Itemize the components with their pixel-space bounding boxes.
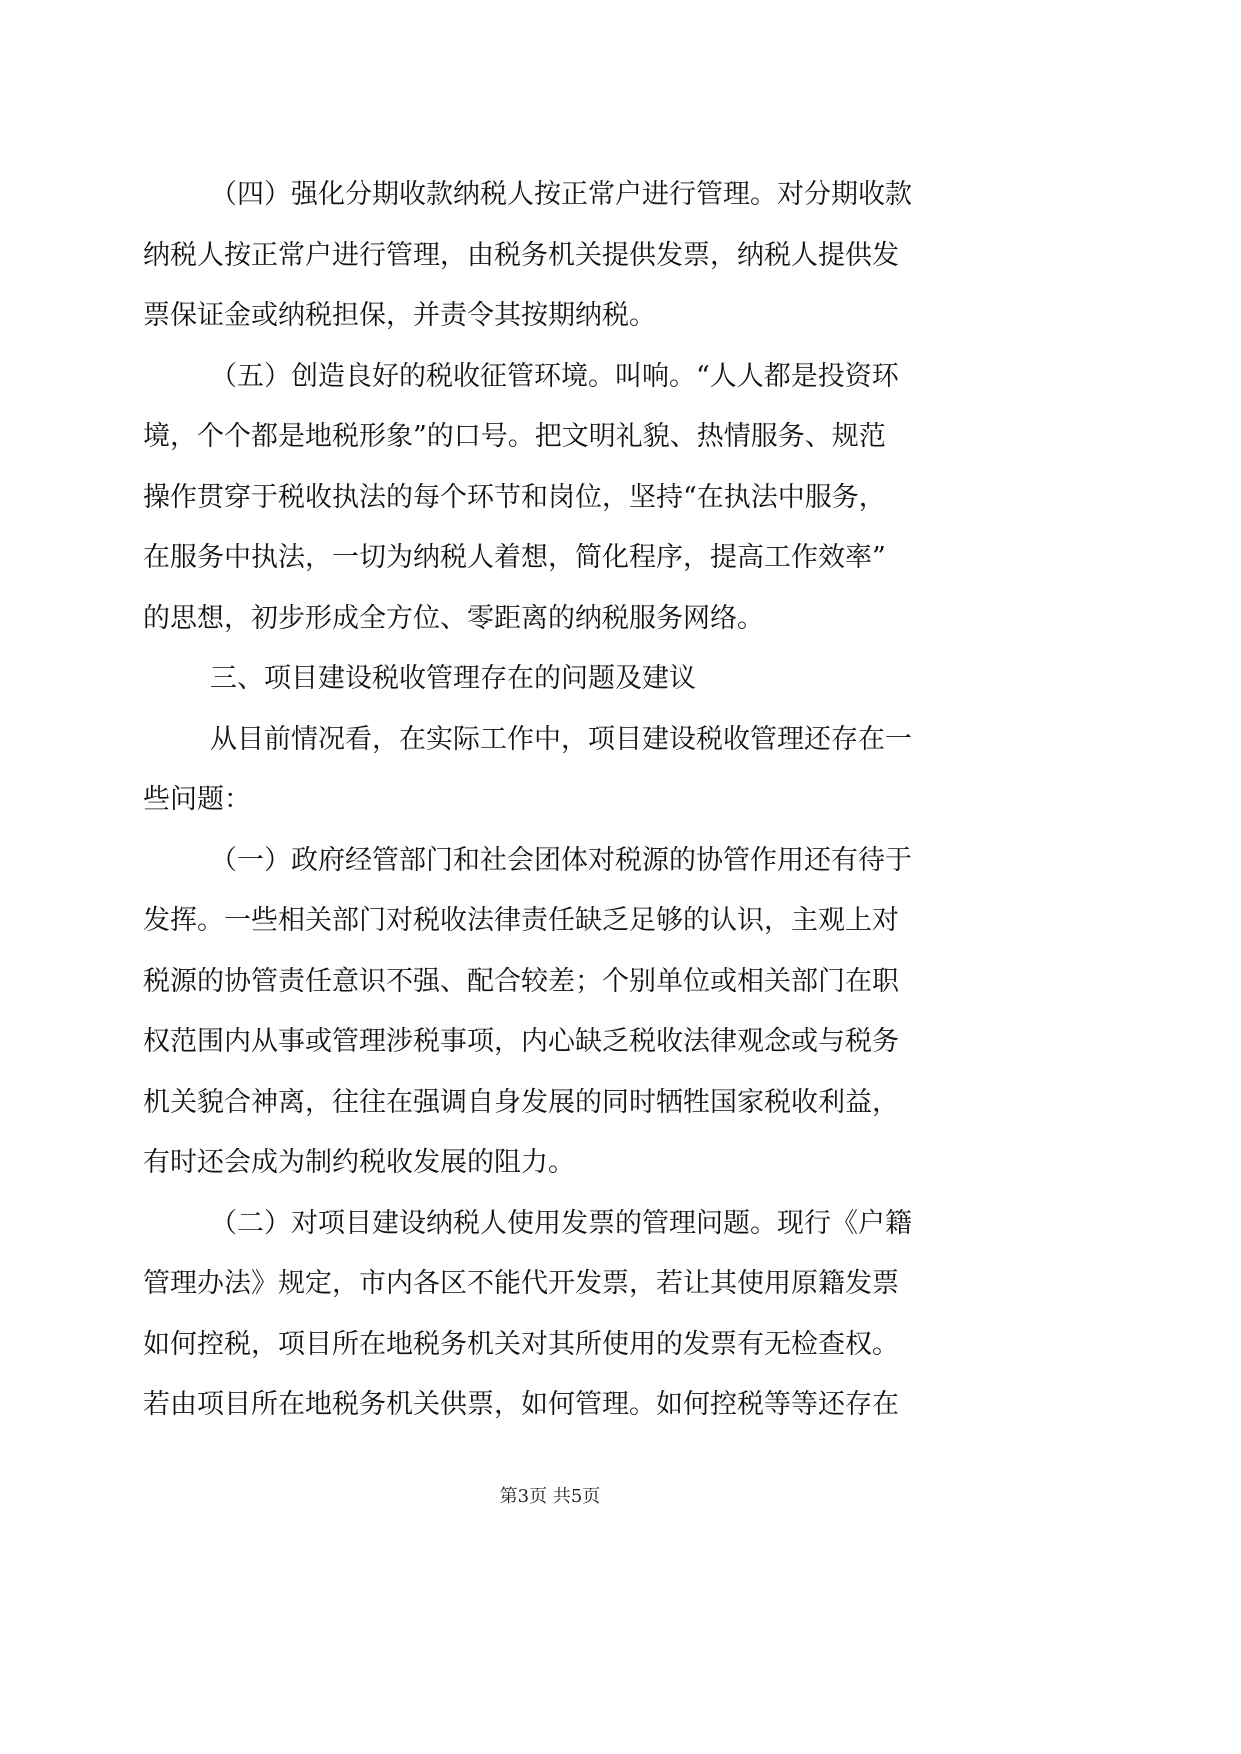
text-line: 如何控税，项目所在地税务机关对其所使用的发票有无检查权。 (143, 1329, 899, 1360)
text-line: 税源的协管责任意识不强、配合较差；个别单位或相关部门在职 (143, 966, 899, 997)
text-line: （四）强化分期收款纳税人按正常户进行管理。对分期收款 (210, 179, 912, 210)
section-heading: 三、项目建设税收管理存在的问题及建议 (210, 663, 696, 694)
text-line: 机关貌合神离，往往在强调自身发展的同时牺牲国家税收利益， (143, 1087, 899, 1118)
text-line: 管理办法》规定，市内各区不能代开发票，若让其使用原籍发票 (143, 1268, 899, 1299)
text-line: 从目前情况看，在实际工作中，项目建设税收管理还存在一 (210, 724, 912, 755)
text-line: 些问题： (143, 784, 251, 815)
text-line: （二）对项目建设纳税人使用发票的管理问题。现行《户籍 (210, 1208, 912, 1239)
text-line: 票保证金或纳税担保，并责令其按期纳税。 (143, 300, 656, 331)
text-line: 在服务中执法，一切为纳税人着想，简化程序，提高工作效率” (143, 542, 886, 573)
text-line: 有时还会成为制约税收发展的阻力。 (143, 1147, 575, 1178)
text-line: 发挥。一些相关部门对税收法律责任缺乏足够的认识，主观上对 (143, 905, 899, 936)
text-line: 境，个个都是地税形象”的口号。把文明礼貌、热情服务、规范 (143, 421, 886, 452)
text-line: （一）政府经管部门和社会团体对税源的协管作用还有待于 (210, 845, 912, 876)
text-line: 的思想，初步形成全方位、零距离的纳税服务网络。 (143, 603, 764, 634)
text-line: 操作贯穿于税收执法的每个环节和岗位，坚持“在执法中服务， (143, 482, 886, 513)
text-line: 纳税人按正常户进行管理，由税务机关提供发票，纳税人提供发 (143, 240, 899, 271)
page-number-footer: 第3页 共5页 (499, 1486, 601, 1507)
text-line: 权范围内从事或管理涉税事项，内心缺乏税收法律观念或与税务 (143, 1026, 899, 1057)
text-line: （五）创造良好的税收征管环境。叫响。“人人都是投资环 (210, 361, 899, 392)
text-line: 若由项目所在地税务机关供票，如何管理。如何控税等等还存在 (143, 1389, 899, 1420)
